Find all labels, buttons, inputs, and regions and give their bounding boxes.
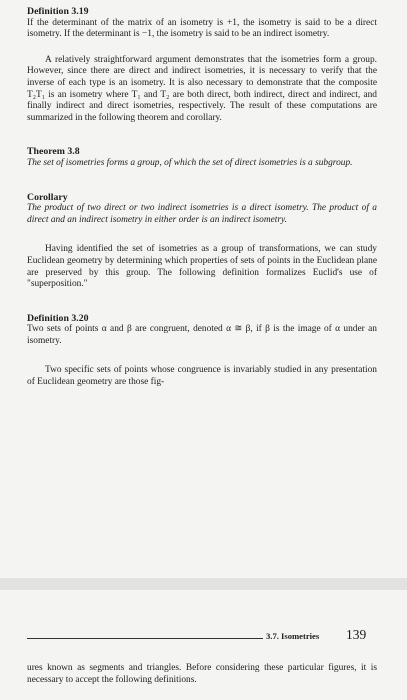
definition-3-20-text: Two sets of points α and β are congruent, denoted α ≅ β, if β is the image of α under an isometry. bbox=[27, 324, 377, 346]
paragraph-congruence: Two specific sets of points whose congruence is invariably studied in any presentation of Euclidean geometry are those fig- bbox=[27, 365, 377, 388]
footer-page-number: 139 bbox=[346, 627, 367, 642]
paragraph-transformations: Having identified the set of isometries as a group of transformations, we can study Euclidean geometry by determining which properties of sets of points in the Euclidean plane are preserved by this group. The following definition formalizes Euclid's use of "superposition." bbox=[27, 244, 377, 290]
corollary-heading: Corollary bbox=[27, 191, 68, 203]
paragraph-continuation bbox=[27, 663, 377, 686]
definition-3-20-heading: Definition 3.20 bbox=[27, 312, 89, 324]
definition-3-19-heading: Definition 3.19 bbox=[27, 6, 89, 17]
footer-rule bbox=[27, 638, 263, 639]
theorem-3-8-heading: Theorem 3.8 bbox=[27, 146, 80, 158]
definition-3-19-text: If the determinant of the matrix of an isometry is +1, the isometry is said to be a direct isometry. If the determinant is −1, the isometry is said to be an indirect isometry. bbox=[27, 17, 377, 40]
corollary-text: The product of two direct or two indirect isometries is a direct isometry. The product of a direct and an indirect isometry in either order is an indirect isometry. bbox=[27, 203, 377, 225]
footer-section-title: 3.7. Isometries bbox=[266, 631, 320, 641]
theorem-3-8-text: The set of isometries forms a group, of which the set of direct isometries is a subgroup. bbox=[27, 157, 353, 168]
page-content bbox=[27, 6, 377, 389]
paragraph-isometries-group: A relatively straightforward argument demonstrates that the isometries form a group. However, since there are direct and indirect isometries, it is necessary to verify that the inverse of each type is an isometry. It is also necessary to demonstrate that the composite T₂T₁ is an isometry where T₁ and T₂ are both direct, both indirect, direct and indirect, and finally indirect and direct isometries, respectively. The result of these computations are summarized in the following theorem and corollary. bbox=[27, 54, 377, 123]
page-separator bbox=[0, 578, 407, 590]
continuation-text: ures known as segments and triangles. Before considering these particular figures, it is necessary to accept the following definitions. bbox=[27, 663, 377, 685]
